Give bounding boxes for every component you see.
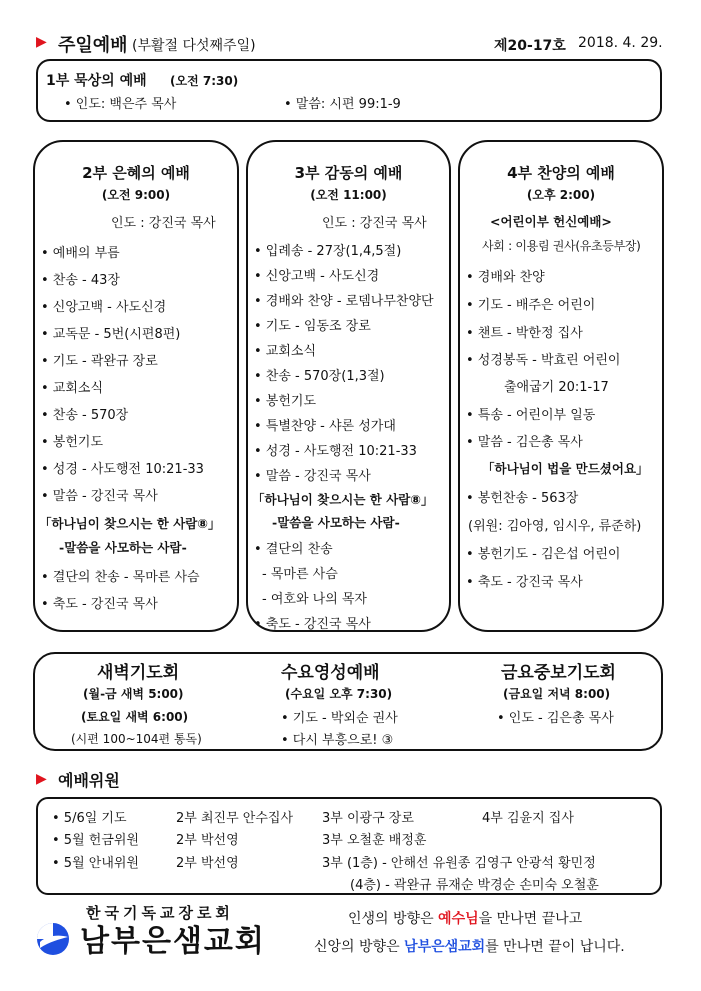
wednesday-service-time: (수요일 오후 7:30) <box>285 687 393 701</box>
table-cell: 4부 김윤지 집사 <box>482 811 574 826</box>
service3-leader: 인도 : 강진국 목사 <box>322 216 427 231</box>
list-item: • 다시 부흥으로! ③ <box>281 733 394 748</box>
service3-box <box>246 140 451 632</box>
sermon-subtitle: -말씀을 사모하는 사람- <box>272 515 400 530</box>
page-title: 주일예배 <box>58 35 128 56</box>
section-arrow-icon: ▶ <box>36 34 47 50</box>
list-item: • 축도 - 강진국 목사 <box>41 597 158 612</box>
service2-leader: 인도 : 강진국 목사 <box>111 216 216 231</box>
service4-time: (오후 2:00) <box>526 188 596 202</box>
list-item: • 교독문 - 5번(시편8편) <box>41 327 181 342</box>
list-item: • 기도 - 임동조 장로 <box>254 319 371 334</box>
table-cell: 2부 최진무 안수집사 <box>176 811 293 826</box>
list-item: (위원: 김아영, 임시우, 류준하) <box>468 519 642 534</box>
list-item: • 찬송 - 43장 <box>41 273 120 288</box>
list-item: • 특별찬양 - 샤론 성가대 <box>254 419 396 434</box>
dawn-prayer-time1: (월-금 새벽 5:00) <box>83 687 184 701</box>
list-item: • 인도 - 김은총 목사 <box>497 711 614 726</box>
sermon-title: 「하나님이 찾으시는 한 사람⑧」 <box>252 492 434 507</box>
list-item: • 찬송 - 570장(1,3절) <box>254 369 385 384</box>
table-cell: 3부 오철훈 배정훈 <box>322 833 427 848</box>
list-item: • 입례송 - 27장(1,4,5절) <box>254 244 402 259</box>
issue-date: 2018. 4. 29. <box>578 35 663 51</box>
church-name: 남부은샘교회 <box>80 924 266 959</box>
list-item: • 교회소식 <box>41 381 104 396</box>
service1-sermon: • 말씀: 시편 99:1-9 <box>284 97 401 112</box>
service4-leader: 사회 : 이용림 권사(유초등부장) <box>482 239 641 253</box>
service2-time: (오전 9:00) <box>101 188 171 202</box>
friday-prayer-title: 금요중보기도회 <box>501 663 616 683</box>
list-item: • 기도 - 배주은 어린이 <box>466 298 596 313</box>
page-subtitle: (부활절 다섯째주일) <box>132 38 256 54</box>
list-item: • 교회소식 <box>254 344 317 359</box>
service1-leader: • 인도: 백은주 목사 <box>64 97 177 112</box>
table-cell: (4층) - 곽완규 류재순 박경순 손미숙 오철훈 <box>350 878 599 893</box>
dawn-prayer-time2: (토요일 새벽 6:00) <box>81 710 189 724</box>
service2-box <box>33 140 239 632</box>
service1-title: 1부 묵상의 예배 <box>46 73 147 89</box>
table-cell: • 5월 안내위원 <box>52 856 139 871</box>
committee-box <box>36 797 662 895</box>
list-item: • 성경 - 사도행전 10:21-33 <box>41 462 204 477</box>
motto-line-2-post: 를 만나면 끝이 납니다. <box>485 939 625 955</box>
list-item: • 결단의 찬송 - 목마른 사슴 <box>41 570 200 585</box>
section-arrow-icon: ▶ <box>36 771 47 787</box>
service4-box <box>458 140 664 632</box>
list-item: • 봉헌기도 <box>254 394 317 409</box>
list-item: • 봉헌기도 - 김은섭 어린이 <box>466 547 621 562</box>
committee-title: 예배위원 <box>58 771 120 790</box>
list-item: • 성경봉독 - 박효린 어린이 <box>466 353 621 368</box>
motto-line-2-pre: 신앙의 방향은 <box>314 939 405 955</box>
list-item: • 신앙고백 - 사도신경 <box>254 269 380 284</box>
dawn-prayer-text: (시편 100~104편 통독) <box>71 732 202 746</box>
scripture-reference: 출애굽기 20:1-17 <box>504 380 609 395</box>
sermon-title: 「하나님이 법을 만드셨어요」 <box>482 461 649 476</box>
motto-line-1-highlight: 예수님 <box>438 911 479 927</box>
motto-line-1-post: 을 만나면 끝나고 <box>478 911 583 927</box>
list-item: • 챈트 - 박한정 집사 <box>466 326 583 341</box>
list-item: • 특송 - 어린이부 일동 <box>466 408 596 423</box>
list-item: - 목마른 사슴 <box>262 567 338 582</box>
list-item: • 축도 - 강진국 목사 <box>254 617 371 632</box>
list-item: • 경배와 찬양 - 로뎀나무찬양단 <box>254 294 434 309</box>
list-item: • 봉헌기도 <box>41 435 104 450</box>
service2-title: 2부 은혜의 예배 <box>82 164 190 182</box>
table-cell: • 5/6일 기도 <box>52 811 127 826</box>
list-item: • 결단의 찬송 <box>254 542 333 557</box>
issue-number: 제20-17호 <box>494 38 566 54</box>
table-cell: • 5월 헌금위원 <box>52 833 139 848</box>
prayer-meetings-box <box>33 652 663 751</box>
dawn-prayer-title: 새벽기도회 <box>97 663 180 683</box>
motto-line-2-highlight: 남부은샘교회 <box>404 939 486 955</box>
service1-box <box>36 59 662 122</box>
list-item: • 봉헌찬송 - 563장 <box>466 491 579 506</box>
list-item: • 신앙고백 - 사도신경 <box>41 300 167 315</box>
motto-line-1 <box>348 908 582 928</box>
service1-time: (오전 7:30) <box>170 74 239 88</box>
list-item: • 성경 - 사도행전 10:21-33 <box>254 444 417 459</box>
motto-line-1-pre: 인생의 방향은 <box>348 911 439 927</box>
service3-title: 3부 감동의 예배 <box>294 164 403 182</box>
wednesday-service-title: 수요영성예배 <box>281 663 380 683</box>
denomination-name: 한국기독교장로회 <box>86 904 234 922</box>
sermon-subtitle: -말씀을 사모하는 사람- <box>59 540 187 555</box>
service4-title: 4부 찬양의 예배 <box>507 164 615 182</box>
church-logo-icon <box>36 922 70 956</box>
table-cell: 3부 (1층) - 안해선 유원종 김영구 안광석 황민정 <box>322 856 596 871</box>
list-item: • 예배의 부름 <box>41 246 120 261</box>
table-cell: 2부 박선영 <box>176 833 239 848</box>
table-cell: 2부 박선영 <box>176 856 239 871</box>
list-item: • 기도 - 박외순 권사 <box>281 711 398 726</box>
list-item: • 기도 - 곽완규 장로 <box>41 354 158 369</box>
special-service-label: <어린이부 헌신예배> <box>490 214 612 229</box>
list-item: • 찬송 - 570장 <box>41 408 129 423</box>
list-item: • 말씀 - 강진국 목사 <box>254 469 371 484</box>
table-cell: 3부 이광구 장로 <box>322 811 414 826</box>
friday-prayer-time: (금요일 저녁 8:00) <box>503 687 611 701</box>
list-item: - 여호와 나의 목자 <box>262 592 367 607</box>
sermon-title: 「하나님이 찾으시는 한 사람⑧」 <box>39 516 221 531</box>
list-item: • 말씀 - 김은총 목사 <box>466 435 583 450</box>
list-item: • 경배와 찬양 <box>466 270 545 285</box>
service3-time: (오전 11:00) <box>310 188 387 202</box>
list-item: • 축도 - 강진국 목사 <box>466 575 583 590</box>
motto-line-2 <box>314 936 625 956</box>
list-item: • 말씀 - 강진국 목사 <box>41 489 158 504</box>
